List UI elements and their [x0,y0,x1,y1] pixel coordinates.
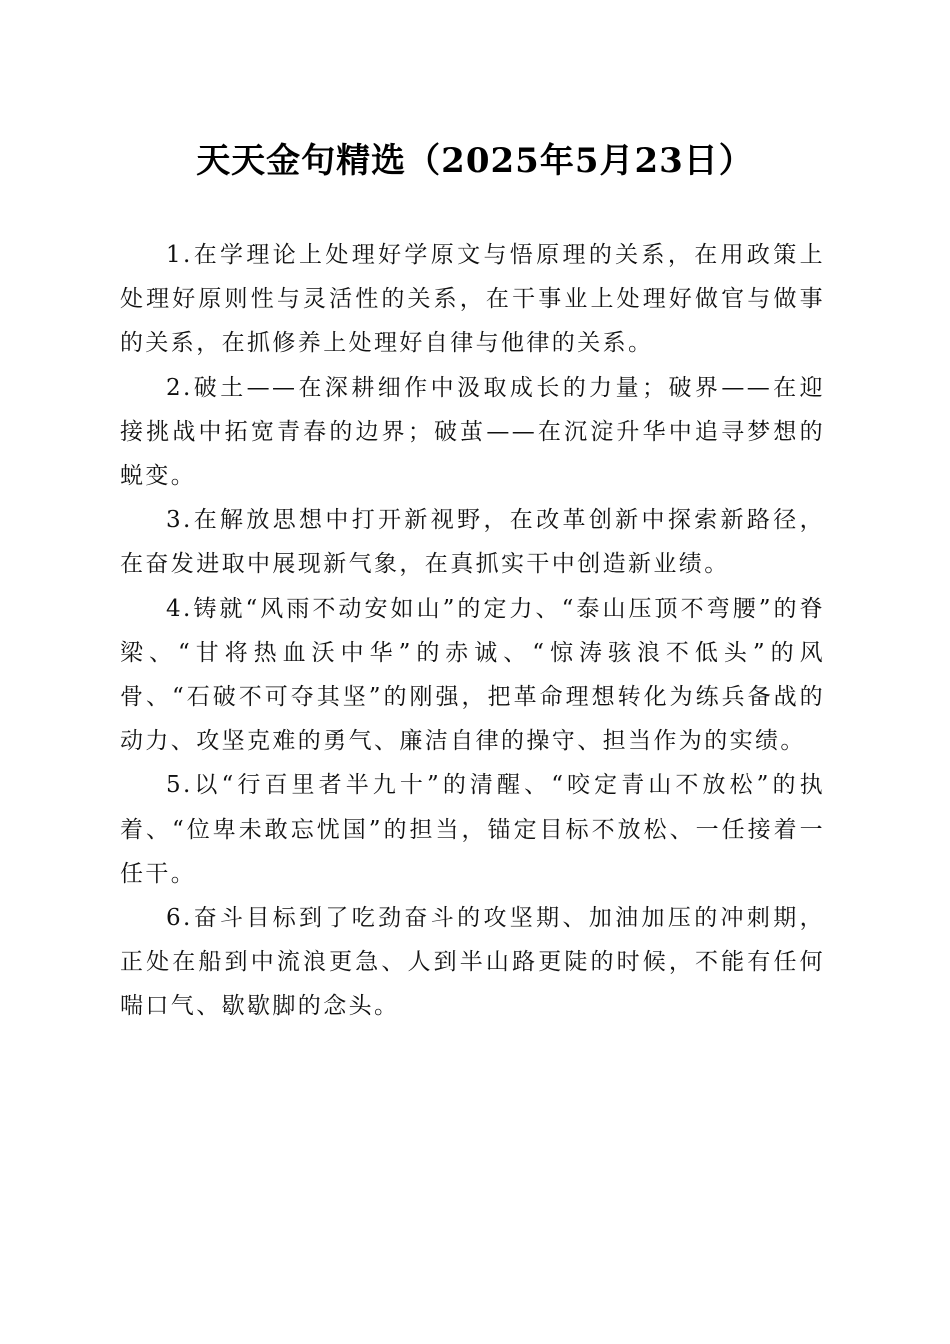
paragraph-2: 2.破土——在深耕细作中汲取成长的力量；破界——在迎接挑战中拓宽青春的边界；破茧——在沉淀升华中追寻梦想的蜕变。 [120,374,825,490]
paragraph-6: 6.奋斗目标到了吃劲奋斗的攻坚期、加油加压的冲刺期，正处在船到中流浪更急、人到半山路更陡的时候，不能有任何喘口气、歇歇脚的念头。 [120,905,825,1020]
paragraph-1: 1.在学理论上处理好学原文与悟原理的关系，在用政策上处理好原则性与灵活性的关系，在干事业上处理好做官与做事的关系，在抓修养上处理好自律与他律的关系。 [120,242,825,357]
paragraph-4: 4.铸就“风雨不动安如山”的定力、“泰山压顶不弯腰”的脊梁、“甘将热血沃中华”的赤诚、“惊涛骇浪不低头”的风骨、“石破不可夺其坚”的刚强，把革命理想转化为练兵备战的动力、攻坚克难的勇气、廉洁自律的操守、担当作为的实绩。 [120,595,825,755]
paragraph-3: 3.在解放思想中打开新视野，在改革创新中探索新路径，在奋发进取中展现新气象，在真抓实干中创造新业绩。 [120,507,825,578]
paragraph-5: 5.以“行百里者半九十”的清醒、“咬定青山不放松”的执着、“位卑未敢忘忧国”的担当，锚定目标不放松、一任接着一任干。 [120,772,825,887]
document-body [120,233,825,1029]
document-title: 天天金句精选（2025年5月23日） [196,141,754,181]
